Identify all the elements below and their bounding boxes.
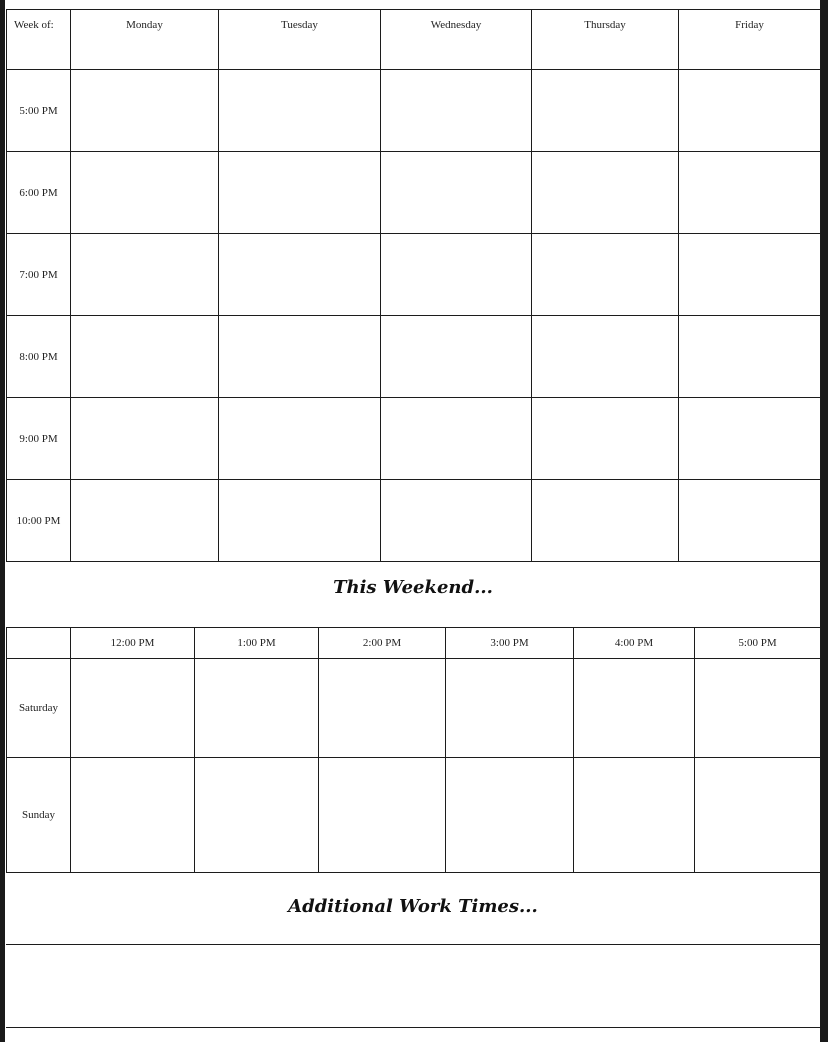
schedule-cell[interactable] — [219, 234, 381, 316]
time-header: 3:00 PM — [446, 628, 574, 659]
additional-work-times-title: Additional Work Times... — [288, 896, 538, 917]
schedule-cell[interactable] — [71, 70, 219, 152]
schedule-cell[interactable] — [71, 152, 219, 234]
weekday-schedule-table — [6, 9, 821, 562]
time-row — [7, 234, 821, 316]
schedule-cell[interactable] — [71, 398, 219, 480]
time-label: 10:00 PM — [7, 480, 71, 562]
time-header: 12:00 PM — [71, 628, 195, 659]
schedule-cell[interactable] — [71, 234, 219, 316]
schedule-cell[interactable] — [381, 480, 532, 562]
schedule-cell[interactable] — [532, 480, 679, 562]
time-label: 6:00 PM — [7, 152, 71, 234]
schedule-cell[interactable] — [219, 480, 381, 562]
schedule-cell[interactable] — [319, 659, 446, 758]
schedule-cell[interactable] — [679, 234, 821, 316]
schedule-cell[interactable] — [381, 234, 532, 316]
schedule-cell[interactable] — [574, 659, 695, 758]
weekday-header-row — [7, 10, 821, 70]
saturday-row — [7, 659, 821, 758]
day-header-thursday: Thursday — [532, 10, 679, 70]
schedule-cell[interactable] — [679, 398, 821, 480]
day-header-friday: Friday — [679, 10, 821, 70]
weekend-header-row — [7, 628, 821, 659]
time-header: 4:00 PM — [574, 628, 695, 659]
schedule-cell[interactable] — [695, 758, 821, 873]
schedule-cell[interactable] — [679, 480, 821, 562]
additional-box-top-rule — [6, 944, 820, 945]
schedule-cell[interactable] — [71, 480, 219, 562]
left-page-edge — [0, 0, 5, 1042]
day-header-monday: Monday — [71, 10, 219, 70]
additional-box-bottom-rule — [6, 1027, 820, 1028]
schedule-cell[interactable] — [381, 70, 532, 152]
time-row — [7, 398, 821, 480]
time-header: 1:00 PM — [195, 628, 319, 659]
schedule-cell[interactable] — [532, 70, 679, 152]
weekend-corner-cell — [7, 628, 71, 659]
schedule-cell[interactable] — [695, 659, 821, 758]
schedule-cell[interactable] — [446, 758, 574, 873]
schedule-cell[interactable] — [532, 316, 679, 398]
schedule-cell[interactable] — [219, 398, 381, 480]
schedule-cell[interactable] — [532, 152, 679, 234]
schedule-cell[interactable] — [532, 234, 679, 316]
day-header-wednesday: Wednesday — [381, 10, 532, 70]
time-header: 2:00 PM — [319, 628, 446, 659]
time-label: 8:00 PM — [7, 316, 71, 398]
schedule-cell[interactable] — [71, 659, 195, 758]
schedule-cell[interactable] — [381, 152, 532, 234]
schedule-cell[interactable] — [219, 152, 381, 234]
schedule-cell[interactable] — [71, 316, 219, 398]
schedule-cell[interactable] — [71, 758, 195, 873]
schedule-cell[interactable] — [446, 659, 574, 758]
schedule-cell[interactable] — [219, 316, 381, 398]
day-label-sunday: Sunday — [7, 758, 71, 873]
sunday-row — [7, 758, 821, 873]
time-label: 7:00 PM — [7, 234, 71, 316]
right-page-edge — [820, 0, 828, 1042]
schedule-cell[interactable] — [195, 659, 319, 758]
time-row — [7, 70, 821, 152]
schedule-cell[interactable] — [679, 152, 821, 234]
weekend-schedule-table — [6, 627, 821, 873]
schedule-cell[interactable] — [381, 316, 532, 398]
schedule-cell[interactable] — [381, 398, 532, 480]
time-row — [7, 480, 821, 562]
weekend-section-title: This Weekend... — [333, 577, 493, 598]
time-label: 5:00 PM — [7, 70, 71, 152]
schedule-cell[interactable] — [319, 758, 446, 873]
time-label: 9:00 PM — [7, 398, 71, 480]
schedule-cell[interactable] — [574, 758, 695, 873]
time-row — [7, 316, 821, 398]
week-of-label: Week of: — [7, 10, 71, 70]
time-row — [7, 152, 821, 234]
schedule-cell[interactable] — [195, 758, 319, 873]
schedule-cell[interactable] — [679, 316, 821, 398]
schedule-cell[interactable] — [532, 398, 679, 480]
day-label-saturday: Saturday — [7, 659, 71, 758]
schedule-cell[interactable] — [679, 70, 821, 152]
time-header: 5:00 PM — [695, 628, 821, 659]
day-header-tuesday: Tuesday — [219, 10, 381, 70]
schedule-cell[interactable] — [219, 70, 381, 152]
